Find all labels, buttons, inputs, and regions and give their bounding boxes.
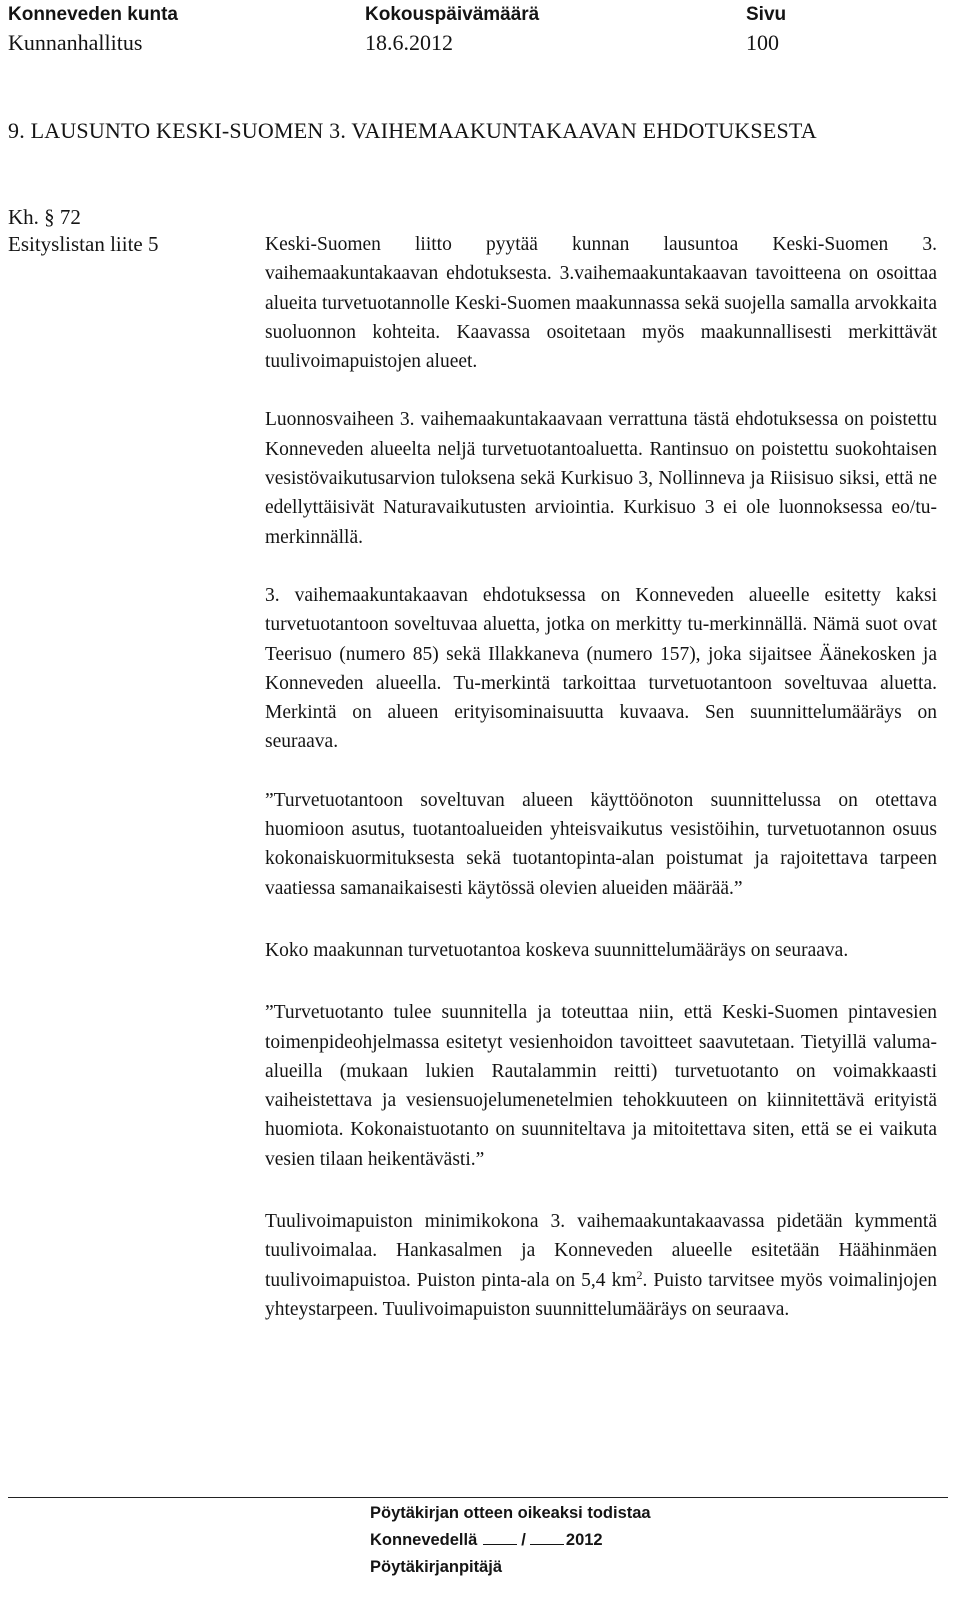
document-title: 9. LAUSUNTO KESKI-SUOMEN 3. VAIHEMAAKUNTAKAAVAN EHDOTUKSESTA (8, 118, 817, 143)
paragraph-draft-comparison: Luonnosvaiheen 3. vaihemaakuntakaavaan verrattuna tästä ehdotuksessa on poistettu Konneveden alueelta neljä turvetuotantoaluetta. Rantinsuo on poistettu suokohtaisen vesistövaikutusarvion tuloksena sekä Kurkisuo 3, Nollinneva ja Riisisuo siksi, että ne edellyttäisivät Naturavaikutusten arviointia. Kurkisuo 3 ei ole luonnoksessa eo/tu-merkinnällä. (265, 409, 937, 548)
quote-regional-regulation: ”Turvetuotanto tulee suunnitella ja toteuttaa niin, että Keski-Suomen pintavesien toimenpideohjelmassa esitetyt vesienhoidon tavoitteet saavutetaan. Tietyillä valuma-alueilla (mukaan lukien Rautalammin reitti) turvetuotanto on voimakkaasti vaiheistettava ja vesiensuojelumenetelmien tehokkuuteen on kiinnitettävä erityistä huomiota. Kokonaistuotanto on suunniteltava ja mitoitettava siten, että se ei vaikuta vesien tilaan heikentävästi.” (265, 1002, 937, 1170)
certification-place-date (370, 1527, 651, 1554)
page-label: Sivu (746, 4, 787, 25)
footer-divider (8, 1497, 948, 1498)
paragraph-intro: Keski-Suomen liitto pyytää kunnan lausuntoa Keski-Suomen 3. vaihemaakuntakaavan ehdotuksesta. 3.vaihemaakuntakaavan tavoitteena on osoittaa alueita turvetuotannolle Keski-Suomen maakunnassa sekä suojella samalla arvokkaita suoluonnon kohteita. Kaavassa osoitetaan myös maakunnallisesti merkittävät tuulivoimapuistojen alueet. (265, 234, 937, 373)
organization-label: Konneveden kunta (8, 4, 178, 25)
header-organization (8, 2, 178, 58)
meeting-date-label: Kokouspäivämäärä (365, 4, 540, 25)
attachment-label: Esityslistan liite 5 (8, 232, 159, 256)
date-separator: / (521, 1531, 526, 1549)
header-meeting-date (365, 2, 539, 58)
page-number: 100 (746, 30, 779, 55)
month-blank (530, 1530, 564, 1545)
meeting-date-value: 18.6.2012 (365, 30, 453, 55)
paragraph-peat-areas: 3. vaihemaakuntakaavan ehdotuksessa on Konneveden alueelle esitetty kaksi turvetuotantoon soveltuvaa aluetta, jotka on merkitty tu-merkinnällä. Nämä suot ovat Teerisuo (numero 85) sekä Illakkaneva (numero 157), joka sijaitsee Äänekosken ja Konneveden alueella. Tu-merkintä tarkoittaa turvetuotantoon soveltuvaa aluetta. Merkintä on alueen erityisominaisuutta kuvaava. Sen suunnittelumääräys on seuraava. (265, 584, 937, 753)
certification-footer (370, 1500, 651, 1581)
certification-statement: Pöytäkirjan otteen oikeaksi todistaa (370, 1504, 651, 1522)
section-number-label: Kh. § 72 (8, 205, 81, 229)
wind-power-text-end: . Puisto tarvitsee myös voimalinjojen yhteystarpeen. Tuulivoimapuiston suunnittelumääräys on seuraava. (265, 1269, 937, 1320)
area-unit-superscript: 2 (636, 1267, 643, 1282)
certification-year: 2012 (565, 1531, 603, 1549)
quote-peat-regulation: ”Turvetuotantoon soveltuvan alueen käyttöönoton suunnittelussa on otettava huomioon asutus, tuotantoalueiden yhteisvaikutus vesistöihin, turvetuotannon osuus kokonaiskuormituksesta sekä tuotantopinta-alan poistumat ja rajoitettava tarpeen vaatiessa samanaikaisesti käytössä olevien alueiden määrää.” (265, 789, 937, 899)
section-number (8, 203, 81, 231)
day-blank (483, 1530, 517, 1545)
wind-power-text-start: Tuulivoimapuiston minimikokona 3. vaihemaakuntakaavassa pidetään kymmentä tuulivoimalaa. Hankasalmen ja Konneveden alueelle esitetään Häähinmäen tuulivoimapuistoa. Puiston pinta-ala on 5,4 km (265, 1211, 937, 1291)
document-body (265, 230, 937, 1353)
certifier-role: Pöytäkirjanpitäjä (370, 1558, 503, 1576)
certification-place: Konnevedellä (370, 1531, 478, 1549)
header-page (746, 2, 786, 58)
paragraph-regional-regulation: Koko maakunnan turvetuotantoa koskeva suunnittelumääräys on seuraava. (265, 939, 849, 961)
organization-value: Kunnanhallitus (8, 30, 143, 55)
paragraph-wind-power (265, 1207, 937, 1324)
